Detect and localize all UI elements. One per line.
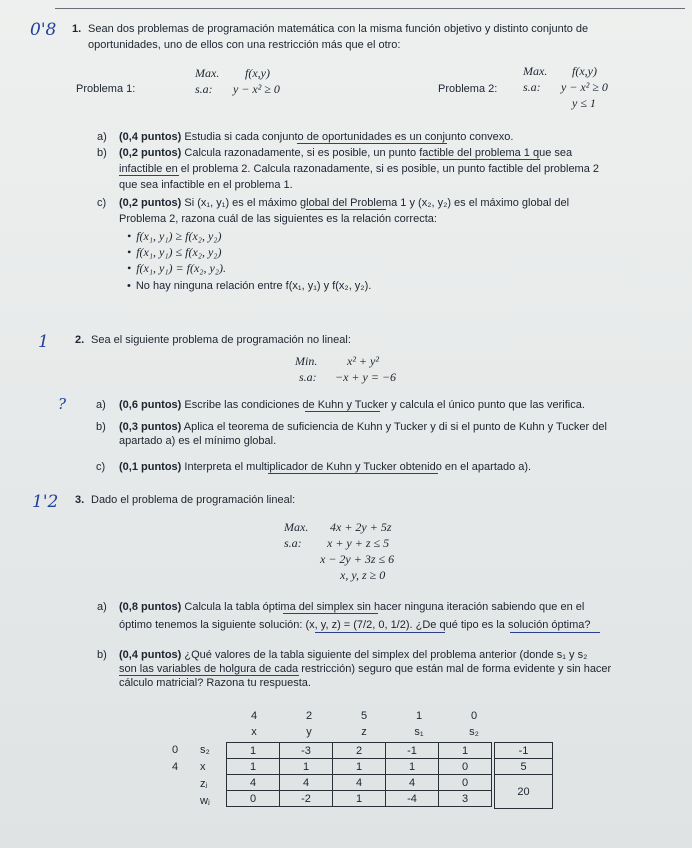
underline-p3a-3: [510, 632, 600, 633]
var-s1: s₁: [414, 726, 424, 738]
tableau-body: [226, 742, 492, 807]
p2-b-label: b): [96, 421, 106, 433]
t-zj-x: 4: [227, 775, 280, 791]
cost-z: 5: [360, 710, 368, 722]
rhs-s2: -1: [495, 743, 553, 759]
p1-option-2: • f(x₁, y₁) ≤ f(x₂, y₂): [127, 245, 221, 260]
p1-option-1: • f(x₁, y₁) ≥ f(x₂, y₂): [127, 229, 221, 244]
t-r2-x: 1: [227, 759, 280, 775]
var-y: y: [306, 726, 312, 738]
p2-c-points: (0,1 puntos): [119, 461, 182, 473]
problem-2-constraint-1: y − x² ≥ 0: [561, 80, 608, 94]
t-r2-y: 1: [280, 759, 333, 775]
nl-constraint: −x + y = −6: [335, 370, 397, 384]
underline-p1b-2: [119, 175, 179, 176]
t-r1-s1: -1: [386, 743, 439, 759]
nl-sa: s.a:: [299, 370, 317, 384]
p1-b-label: b): [97, 147, 107, 159]
cost-s1: 1: [415, 710, 423, 722]
problem-2-max: Max.: [523, 64, 548, 78]
tableau-row-zj: [227, 775, 492, 791]
var-z: z: [361, 726, 367, 738]
top-rule: [55, 8, 685, 9]
t-r1-s2: 1: [439, 743, 492, 759]
p1-b-text-line1: Calcula razonadamente, si es posible, un punto factible del problema 1 que sea: [184, 147, 573, 159]
grade-mark-q3: 1'2: [32, 492, 59, 512]
basis-cost-1: 0: [172, 744, 179, 756]
p2-a-points: (0,6 puntos): [119, 399, 182, 411]
p2-b-points: (0,3 puntos): [119, 421, 182, 433]
rhs-x: 5: [495, 759, 553, 775]
cost-x: 4: [250, 710, 258, 722]
problem-3-intro: Dado el problema de programación lineal:: [91, 494, 296, 506]
underline-p2c: [268, 473, 438, 474]
problem-2-label: Problema 2:: [438, 83, 498, 95]
t-zj-z: 4: [333, 775, 386, 791]
tableau-row-s2: [227, 743, 492, 759]
t-wj-s2: 3: [439, 791, 492, 807]
underline-p1a: [297, 143, 447, 144]
basis-cost-2: 4: [172, 761, 179, 773]
p3-a-label: a): [97, 601, 107, 613]
grade-mark-q1: 0'8: [30, 20, 57, 40]
p1-c-text-line1: Si (x₁, y₁) es el máximo global del Problema 1 y (x₂, y₂) es el máximo global del: [184, 197, 570, 209]
underline-p1c: [306, 209, 386, 210]
p3-b-text-line2: son las variables de holgura de cada restricción) seguro que están mal de forma evidente y sin hacer: [119, 663, 612, 675]
row-label-wj: wⱼ: [200, 795, 210, 807]
var-s2: s₂: [469, 726, 479, 738]
underline-p3a-1: [283, 613, 378, 614]
t-r1-y: -3: [280, 743, 333, 759]
underline-p3a-2: [315, 632, 445, 633]
row-label-zj: zⱼ: [200, 778, 208, 790]
lp-constraint-2: x − 2y + 3z ≤ 6: [320, 552, 395, 566]
p1-option-3: • f(x₁, y₁) = f(x₂, y₂).: [127, 261, 226, 276]
p1-a-text: Estudia si cada conjunto de oportunidades es un conjunto convexo.: [184, 131, 514, 143]
underline-p3b: [119, 675, 299, 676]
tableau-row-wj: [227, 791, 492, 807]
t-wj-x: 0: [227, 791, 280, 807]
p2-c-label: c): [96, 461, 106, 473]
problem-1-sa: s.a:: [195, 82, 213, 96]
t-zj-y: 4: [280, 775, 333, 791]
question-mark-q2a: ?: [58, 395, 67, 413]
t-zj-s2: 0: [439, 775, 492, 791]
grade-mark-q2: 1: [38, 332, 49, 352]
t-r2-z: 1: [333, 759, 386, 775]
tableau-row-x: [227, 759, 492, 775]
p3-b-text-line3: cálculo matricial? Razona tu respuesta.: [119, 677, 311, 689]
p3-b-points: (0,4 puntos): [119, 649, 182, 661]
p1-b-text-line3: que sea infactible en el problema 1.: [119, 179, 293, 191]
problem-1-intro-line1: Sean dos problemas de programación matemática con la misma función objetivo y distinto conjunto de: [88, 23, 589, 35]
t-zj-s1: 4: [386, 775, 439, 791]
problem-3-number: 3.: [75, 494, 85, 506]
t-wj-s1: -4: [386, 791, 439, 807]
tableau-rhs: [494, 742, 553, 809]
p1-c-points: (0,2 puntos): [119, 197, 182, 209]
p2-b-text-line1: Aplica el teorema de suficiencia de Kuhn y Tucker y di si el punto de Kuhn y Tucker del: [183, 421, 607, 433]
p1-a-points: (0,4 puntos): [119, 131, 182, 143]
problem-1-constraint: y − x² ≥ 0: [233, 82, 280, 96]
lp-constraint-1: x + y + z ≤ 5: [327, 536, 390, 550]
p3-b-text-line1: ¿Qué valores de la tabla siguiente del simplex del problema anterior (donde s₁ y s₂: [184, 649, 588, 661]
problem-1-number: 1.: [72, 23, 82, 35]
underline-p1b-1: [420, 159, 540, 160]
problem-1-objective: f(x,y): [245, 66, 270, 80]
t-r2-s1: 1: [386, 759, 439, 775]
t-r1-x: 1: [227, 743, 280, 759]
lp-constraint-3: x, y, z ≥ 0: [340, 568, 386, 582]
cost-s2: 0: [470, 710, 478, 722]
problem-2-intro: Sea el siguiente problema de programación no lineal:: [91, 334, 351, 346]
p1-option-4: • No hay ninguna relación entre f(x₁, y₁) y f(x₂, y₂).: [127, 279, 371, 293]
problem-2-objective: f(x,y): [572, 64, 597, 78]
nl-min: Min.: [295, 354, 318, 368]
p2-a-label: a): [96, 399, 106, 411]
p2-a-text: Escribe las condiciones de Kuhn y Tucker y calcula el único punto que las verifica.: [184, 399, 585, 411]
problem-2-sa: s.a:: [523, 80, 541, 94]
basis-var-x: x: [200, 761, 206, 773]
p3-a-text-line1: Calcula la tabla óptima del simplex sin hacer ninguna iteración sabiendo que en el: [184, 601, 585, 613]
nl-objective: x² + y²: [347, 354, 379, 368]
problem-2-constraint-2: y ≤ 1: [572, 96, 596, 110]
problem-1-max: Max.: [195, 66, 220, 80]
lp-objective: 4x + 2y + 5z: [330, 520, 392, 534]
t-r2-s2: 0: [439, 759, 492, 775]
basis-var-s2: s₂: [200, 744, 210, 756]
cost-y: 2: [305, 710, 313, 722]
problem-2-number: 2.: [75, 334, 85, 346]
rhs-objective: 20: [495, 775, 553, 809]
t-wj-z: 1: [333, 791, 386, 807]
lp-sa: s.a:: [284, 536, 302, 550]
t-wj-y: -2: [280, 791, 333, 807]
lp-max: Max.: [284, 520, 309, 534]
problem-1-intro-line2: oportunidades, uno de ellos con una restricción más que el otro:: [88, 39, 401, 51]
p1-b-text-line2: infactible en el problema 2. Calcula razonadamente, si es posible, un punto factible del problema 2: [119, 163, 600, 175]
p3-a-points: (0,8 puntos): [119, 601, 182, 613]
var-x: x: [251, 726, 257, 738]
p1-b-points: (0,2 puntos): [119, 147, 182, 159]
p3-a-text-line2: óptimo tenemos la siguiente solución: (x, y, z) = (7/2, 0, 1/2). ¿De qué tipo es la solución óptima?: [119, 619, 591, 631]
problem-1-label: Problema 1:: [76, 83, 136, 95]
p2-b-text-line2: apartado a) es el mínimo global.: [119, 435, 277, 447]
p3-b-label: b): [97, 649, 107, 661]
p2-c-text: Interpreta el multiplicador de Kuhn y Tucker obtenido en el apartado a).: [184, 461, 532, 473]
underline-p2a: [305, 411, 380, 412]
p1-c-text-line2: Problema 2, razona cuál de las siguientes es la relación correcta:: [119, 213, 437, 225]
p1-a-label: a): [97, 131, 107, 143]
t-r1-z: 2: [333, 743, 386, 759]
p1-c-label: c): [97, 197, 107, 209]
